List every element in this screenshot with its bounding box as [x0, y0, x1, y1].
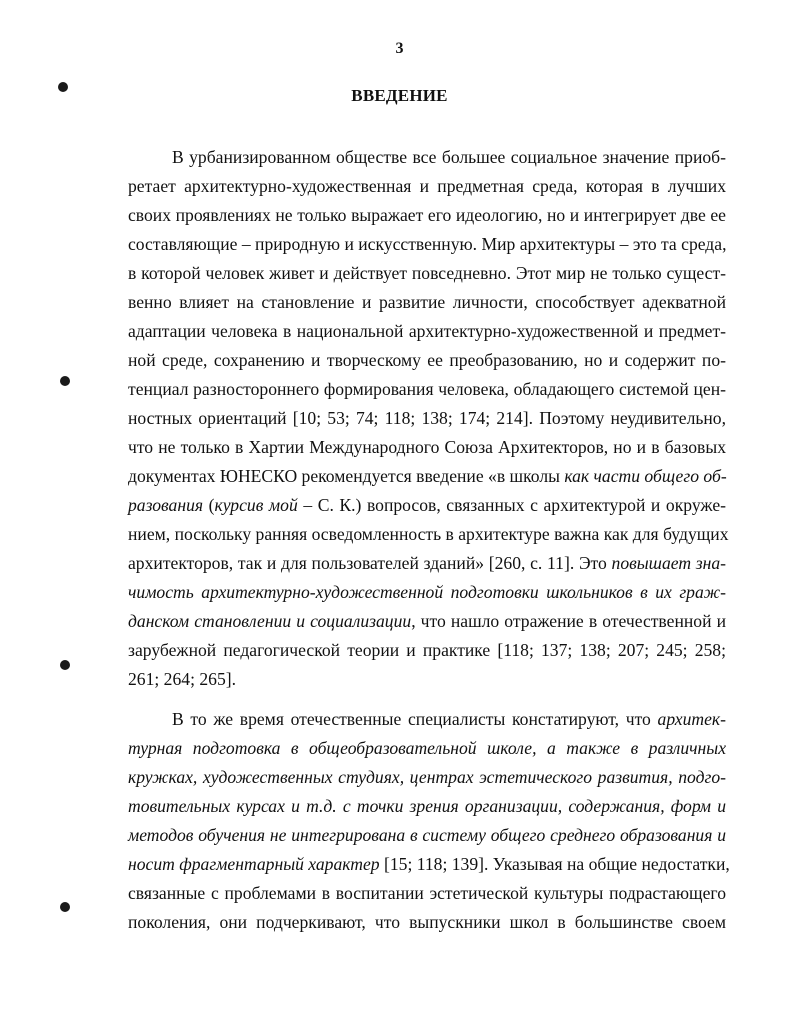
italic-run: архитек- — [657, 709, 726, 729]
italic-run: кружках, художественных студиях, центрах эстетического развития, подго- — [128, 767, 726, 787]
italic-run: данском становлении и социализации — [128, 611, 412, 631]
italic-run: носит фрагментарный характер — [128, 854, 380, 874]
text-line — [128, 549, 726, 578]
text-line — [128, 705, 726, 734]
text-line — [128, 491, 726, 520]
text-line: связанные с проблемами в воспитании эстетической культуры подрастающего — [128, 883, 726, 903]
italic-run: повышает зна- — [611, 553, 726, 573]
text-line — [128, 821, 726, 850]
text-line — [128, 850, 730, 879]
text-line: адаптации человека в национальной архитектурно-художественной и предмет- — [128, 321, 726, 341]
italic-run: чимость архитектурно-художественной подготовки школьников в их граж- — [128, 582, 726, 602]
text-line: В урбанизированном обществе все большее социальное значение приоб- — [172, 147, 726, 167]
paragraph-2 — [128, 705, 730, 937]
italic-run: разования — [128, 495, 204, 515]
text-run: В то же время отечественные специалисты констатируют, что — [172, 709, 658, 729]
text-line: тенциал разностороннего формирования человека, обладающего системой цен- — [128, 379, 726, 399]
text-line — [128, 607, 726, 636]
text-line: венно влияет на становление и развитие личности, способствует адекватной — [128, 292, 726, 312]
text-line — [128, 578, 726, 607]
text-line — [128, 734, 726, 763]
binder-hole-mark — [60, 902, 70, 912]
text-run: документах ЮНЕСКО рекомендуется введение «в школы — [128, 466, 565, 486]
text-line: 261; 264; 265]. — [128, 669, 237, 689]
text-line: ностных ориентаций [10; 53; 74; 118; 138; 174; 214]. Поэтому неудивительно, — [128, 408, 726, 428]
text-line: ретает архитектурно-художественная и предметная среда, которая в лучших — [128, 176, 726, 196]
text-line: нием, поскольку ранняя осведомленность в архитектуре важна как для будущих — [128, 524, 729, 544]
text-run: [15; 118; 139]. Указывая на общие недостатки, — [379, 854, 730, 874]
text-line — [128, 792, 726, 821]
text-line: поколения, они подчеркивают, что выпускники школ в большинстве своем — [128, 912, 726, 932]
paragraph-1 — [128, 143, 729, 694]
binder-hole-mark — [60, 660, 70, 670]
italic-run: турная подготовка в общеобразовательной школе, а также в различных — [128, 738, 726, 758]
text-run: архитекторов, так и для пользователей зданий» [260, с. 11]. Это — [128, 553, 612, 573]
text-line: что не только в Хартии Международного Союза Архитекторов, но и в базовых — [128, 437, 726, 457]
text-line: ной среде, сохранению и творческому ее преобразованию, но и содержит по- — [128, 350, 726, 370]
text-run: ( — [203, 495, 215, 515]
text-line: зарубежной педагогической теории и практике [118; 137; 138; 207; 245; 258; — [128, 640, 726, 660]
italic-run: курсив мой — [214, 495, 298, 515]
text-line — [128, 763, 726, 792]
binder-hole-mark — [60, 376, 70, 386]
text-run: , что нашло отражение в отечественной и — [411, 611, 726, 631]
italic-run: методов обучения не интегрирована в систему общего среднего образования и — [128, 825, 726, 845]
page-number: 3 — [395, 40, 404, 57]
text-line: своих проявлениях не только выражает его идеологию, но и интегрирует две ее — [128, 205, 726, 225]
italic-run: как части общего об- — [564, 466, 727, 486]
italic-run: товительных курсах и т.д. с точки зрения организации, содержания, форм и — [128, 796, 726, 816]
text-line: составляющие – природную и искусственную. Мир архитектуры – это та среда, — [128, 234, 727, 254]
text-run: – С. К.) вопросов, связанных с архитектурой и окруже- — [297, 495, 726, 515]
text-line: в которой человек живет и действует повседневно. Этот мир не только сущест- — [128, 263, 726, 283]
text-line — [128, 462, 726, 491]
section-heading: ВВЕДЕНИЕ — [351, 86, 448, 105]
